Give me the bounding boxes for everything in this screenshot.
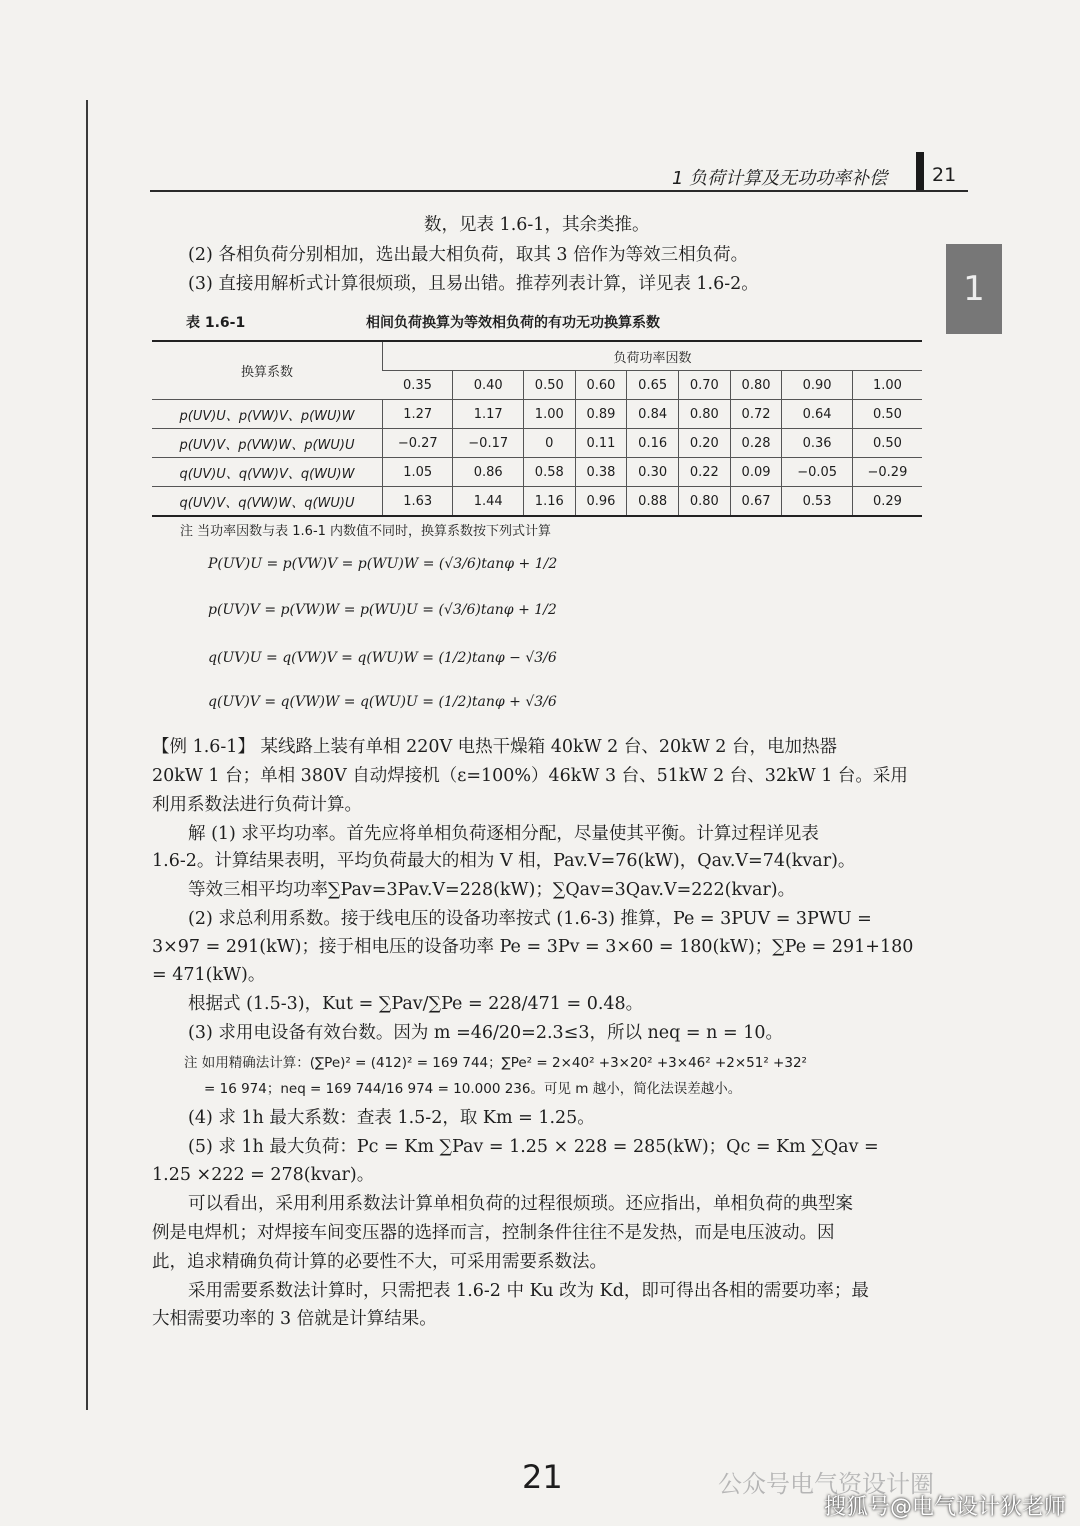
body-line: 等效三相平均功率∑Pav=3Pav.V=228(kW)；∑Qav=3Qav.V=222(kvar)。 (188, 880, 796, 900)
body-line: 可以看出，采用利用系数法计算单相负荷的过程很烦琐。还应指出，单相负荷的典型案 (188, 1194, 853, 1214)
table-row (152, 400, 922, 429)
table-cell: 1.27 (383, 400, 453, 429)
table-cell: 1.44 (453, 487, 523, 517)
table-cell: 0.72 (730, 400, 782, 429)
body-line: 1.25 ×222 = 278(kvar)。 (152, 1165, 375, 1185)
table-cell: 0.36 (782, 429, 852, 458)
table-cell: 1.16 (523, 487, 575, 517)
table-cell: 0.84 (627, 400, 679, 429)
body-note-line: = 16 974；neq = 169 744/16 974 = 10.000 236。可见 m 越小，简化法误差越小。 (204, 1081, 742, 1097)
table-cell: 0.11 (575, 429, 627, 458)
table-row (152, 458, 922, 487)
body-line: 【例 1.6-1】 某线路上装有单相 220V 电热干燥箱 40kW 2 台、20kW 2 台，电加热器 (152, 737, 837, 757)
table-cell: −0.27 (383, 429, 453, 458)
table-cell: 0.88 (627, 487, 679, 517)
table-cell: 0.67 (730, 487, 782, 517)
header-page-number: 21 (932, 164, 957, 186)
table-cell: −0.05 (782, 458, 852, 487)
table-cell: 1.05 (383, 458, 453, 487)
column-header: 1.00 (852, 371, 922, 400)
body-line: 利用系数法进行负荷计算。 (152, 795, 362, 815)
table-label: 表 1.6-1 (186, 315, 246, 331)
formula: q(UV)V = q(VW)W = q(WU)U = (1/2)tanφ + √3/6 (208, 694, 557, 710)
group-header-cell: 负荷功率因数 (383, 341, 923, 371)
body-line: 1.6-2。计算结果表明，平均负荷最大的相为 V 相，Pav.V=76(kW)，Qav.V=74(kvar)。 (152, 851, 856, 871)
body-line: (5) 求 1h 最大负荷：Pc = Km ∑Pav = 1.25 × 228 = 285(kW)；Qc = Km ∑Qav = (188, 1137, 879, 1157)
table-title: 相间负荷换算为等效相负荷的有功无功换算系数 (366, 315, 660, 331)
table-cell: −0.17 (453, 429, 523, 458)
column-header: 0.50 (523, 371, 575, 400)
body-line: 例是电焊机；对焊接车间变压器的选择而言，控制条件往往不是发热，而是电压波动。因 (152, 1223, 835, 1243)
table-note: 注 当功率因数与表 1.6-1 内数值不同时，换算系数按下列式计算 (180, 524, 552, 539)
table-cell: −0.29 (852, 458, 922, 487)
formula: q(UV)U = q(VW)V = q(WU)W = (1/2)tanφ − √3/6 (208, 650, 557, 666)
formula: p(UV)V = p(VW)W = p(WU)U = (√3/6)tanφ + 1/2 (208, 602, 557, 618)
coefficient-table (152, 340, 922, 517)
table-cell: 0.16 (627, 429, 679, 458)
table-cell: 1.17 (453, 400, 523, 429)
header-marker-bar (916, 152, 924, 190)
table-cell: 0.09 (730, 458, 782, 487)
table-cell: 0.22 (679, 458, 731, 487)
formula: P(UV)U = p(VW)V = p(WU)W = (√3/6)tanφ + 1/2 (208, 556, 558, 572)
chapter-side-tab: 1 (946, 244, 1002, 334)
body-line: (4) 求 1h 最大系数：查表 1.5-2，取 Km = 1.25。 (188, 1108, 595, 1128)
column-header: 0.40 (453, 371, 523, 400)
body-line: 根据式 (1.5-3)，Kut = ∑Pav/∑Pe = 228/471 = 0.48。 (188, 994, 644, 1014)
table-row (152, 429, 922, 458)
intro-line: 数，见表 1.6-1，其余类推。 (424, 215, 650, 235)
body-line: 解 (1) 求平均功率。首先应将单相负荷逐相分配，尽量使其平衡。计算过程详见表 (188, 824, 819, 844)
table-cell: 0.58 (523, 458, 575, 487)
row-label: p(UV)V、p(VW)W、p(WU)U (152, 429, 383, 458)
body-line: 3×97 = 291(kW)；接于相电压的设备功率 Pe = 3Pv = 3×60 = 180(kW)；∑Pe = 291+180 (152, 937, 914, 957)
table-cell: 0.20 (679, 429, 731, 458)
row-label: q(UV)V、q(VW)W、q(WU)U (152, 487, 383, 517)
row-label: p(UV)U、p(VW)V、p(WU)W (152, 400, 383, 429)
table-row (152, 487, 922, 517)
table-cell: 0.96 (575, 487, 627, 517)
table-cell: 0.89 (575, 400, 627, 429)
row-header-cell: 换算系数 (152, 341, 383, 400)
watermark-wechat: 公众号电气资设计圈 (718, 1470, 934, 1498)
intro-line: (2) 各相负荷分别相加，选出最大相负荷，取其 3 倍作为等效三相负荷。 (188, 245, 749, 265)
table-cell: 0.38 (575, 458, 627, 487)
body-line: 大相需要功率的 3 倍就是计算结果。 (152, 1309, 437, 1329)
watermark-sohu: 搜狐号@电气设计狄老师 (824, 1495, 1067, 1520)
table-cell: 1.63 (383, 487, 453, 517)
table-cell: 0.86 (453, 458, 523, 487)
margin-line (86, 100, 88, 1410)
body-line: 20kW 1 台；单相 380V 自动焊接机（ε=100%）46kW 3 台、51kW 2 台、32kW 1 台。采用 (152, 766, 908, 786)
column-header: 0.65 (627, 371, 679, 400)
header-rule (150, 190, 968, 192)
body-line: 此，追求精确负荷计算的必要性不大，可采用需要系数法。 (152, 1252, 607, 1272)
intro-line: (3) 直接用解析式计算很烦琐，且易出错。推荐列表计算，详见表 1.6-2。 (188, 274, 759, 294)
table-cell: 0.80 (679, 487, 731, 517)
column-header: 0.70 (679, 371, 731, 400)
body-note-line: 注 如用精确法计算：(∑Pe)² = (412)² = 169 744；∑Pe² = 2×40² +3×20² +3×46² +2×51² +32² (184, 1055, 807, 1071)
column-header: 0.60 (575, 371, 627, 400)
body-line: 采用需要系数法计算时，只需把表 1.6-2 中 Ku 改为 Kd，即可得出各相的需要功率；最 (188, 1281, 869, 1301)
body-line: (2) 求总利用系数。接于线电压的设备功率按式 (1.6-3) 推算，Pe = 3PUV = 3PWU = (188, 909, 872, 929)
table-cell: 1.00 (523, 400, 575, 429)
column-header: 0.80 (730, 371, 782, 400)
table-cell: 0.80 (679, 400, 731, 429)
table-cell: 0.29 (852, 487, 922, 517)
table-cell: 0.53 (782, 487, 852, 517)
column-header: 0.35 (383, 371, 453, 400)
table-cell: 0.30 (627, 458, 679, 487)
table-cell: 0.50 (852, 400, 922, 429)
column-header: 0.90 (782, 371, 852, 400)
table-cell: 0.64 (782, 400, 852, 429)
body-line: = 471(kW)。 (152, 965, 266, 985)
row-label: q(UV)U、q(VW)V、q(WU)W (152, 458, 383, 487)
table-cell: 0.28 (730, 429, 782, 458)
body-line: (3) 求用电设备有效台数。因为 m =46/20=2.3≤3，所以 neq = n = 10。 (188, 1023, 783, 1043)
footer-page-number: 21 (522, 1458, 563, 1496)
table-cell: 0 (523, 429, 575, 458)
chapter-title: 1 负荷计算及无功功率补偿 (672, 168, 888, 189)
table-cell: 0.50 (852, 429, 922, 458)
